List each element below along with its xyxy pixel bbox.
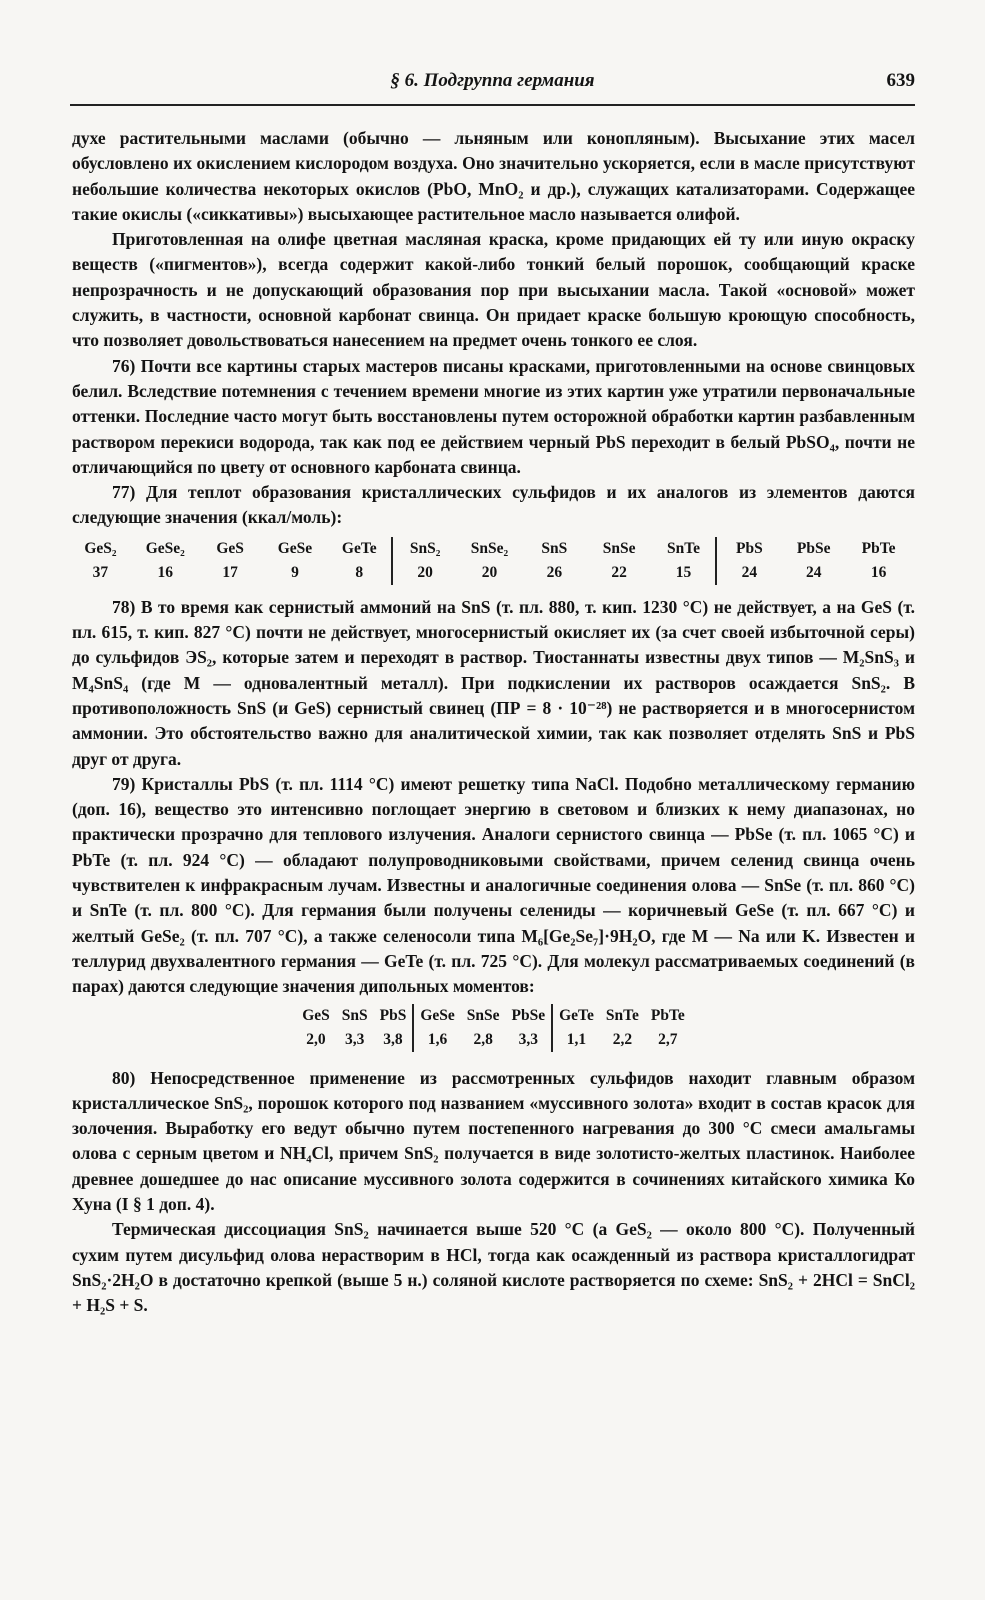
table-cell: GeSe	[277, 539, 313, 557]
table-cell: 2,8	[473, 1030, 493, 1048]
table-cell: SnS	[541, 539, 568, 557]
table-cell: SnTe	[605, 1006, 639, 1024]
table-row	[68, 537, 911, 561]
table-cell: 20	[392, 561, 457, 585]
table-cell: PbTe	[861, 539, 896, 557]
table-row	[296, 1004, 691, 1028]
note-78: 78) В то время как сернистый аммоний на SnS (т. пл. 880, т. кип. 1230 °C) не действует, а на GeS (т. пл. 615, т. кип. 827 °C) почти не действует, многосернистый окисляет их (за счет своей избыточной серы) до сульфидов ЭS₂, которые затем и переходят в раствор. Тиостаннаты известны двух типов — M₂SnS₃ и M₄SnS₄ (где M — одновалентный металл). При подкислении их растворов осаждается SnS₂. В противоположность SnS (и GeS) сернистый свинец (ПР = 8 · 10⁻²⁸) не растворяется и в многосернистом аммонии. Это обстоятельство важно для аналитической химии, так как позволяет отделять SnS и PbS друг от друга.	[72, 596, 915, 769]
note-79: 79) Кристаллы PbS (т. пл. 1114 °C) имеют решетку типа NaCl. Подобно металлическому германию (доп. 16), вещество это интенсивно поглощает энергию в световом и близких к нему диапазонах, но практически прозрачно для теплового излучения. Аналоги сернистого свинца — PbSe (т. пл. 1065 °C) и PbTe (т. пл. 924 °C) — обладают полупроводниковыми свойствами, причем селенид свинца очень чувствителен к инфракрасным лучам. Известны и аналогичные соединения олова — SnSe (т. пл. 860 °C) и SnTe (т. пл. 800 °C). Для германия были получены селениды — коричневый GeSe (т. пл. 667 °C) и желтый GeSe₂ (т. пл. 707 °C), а также селеносоли типа M₆[Ge₂Se₇]·9H₂O, где M — Na или K. Известен и теллурид двухвалентного германия — GeTe (т. пл. 725 °C). Для молекул рассматриваемых соединений (в парах) даются следующие значения дипольных моментов:	[72, 773, 915, 997]
table-cell: 9	[291, 563, 299, 581]
table-cell: 20	[481, 563, 498, 581]
table-cell: GeSe	[413, 1004, 460, 1028]
table-cell: 8	[355, 563, 364, 581]
table-row	[68, 561, 911, 585]
note-76: 76) Почти все картины старых мастеров писаны красками, приготовленными на основе свинцовых белил. Вследствие потемнения с течением времени многие из этих картин уже утратили первоначальные оттенки. Последние часто могут быть восстановлены путем осторожной обработки картин разбавленным раствором перекиси водорода, так как под ее действием черный PbS переходит в белый PbSO₄, почти не отличающийся по цвету от основного карбоната свинца.	[72, 355, 915, 477]
table-cell: 1,6	[413, 1028, 460, 1052]
table-cell: 22	[611, 563, 627, 581]
table-cell: SnSe	[602, 539, 636, 557]
paragraph-oil-paint: Приготовленная на олифе цветная масляная краска, кроме придающих ей ту или иную окраску веществ («пигментов»), всегда содержит какой-либо тонкий белый порошок, сообщающий краске непрозрачность и не допускающий образования пор при высыхании масла. Такой «основой» может служить, в частности, основной карбонат свинца. Он придает краске большую кроющую способность, что позволяет довольствоваться нанесением на предмет очень тонкого ее слоя.	[72, 229, 915, 351]
table-cell: GeS₂	[84, 539, 117, 557]
table-cell: GeS	[216, 539, 244, 557]
paragraph-thermal-dissociation: Термическая диссоциация SnS₂ начинается выше 520 °C (а GeS₂ — около 800 °C). Полученный сухим путем дисульфид олова нерастворим в HCl, тогда как осажденный из раствора кристаллогидрат SnS₂·2H₂O в достаточно крепкой (выше 5 н.) соляной кислоте растворяется по схеме: SnS₂ + 2HCl = SnCl₂ + H₂S + S.	[72, 1219, 915, 1316]
table-cell: PbTe	[650, 1006, 685, 1024]
table-cell: 24	[716, 561, 781, 585]
table-cell: SnSe	[466, 1006, 500, 1024]
note-77: 77) Для теплот образования кристаллических сульфидов и их аналогов из элементов даются следующие значения (ккал/моль):	[72, 482, 915, 528]
table-cell: 24	[805, 563, 822, 581]
table-cell: GeS	[302, 1006, 330, 1024]
table-cell: PbSe	[796, 539, 831, 557]
table-cell: 17	[222, 563, 238, 581]
note-80: 80) Непосредственное применение из рассмотренных сульфидов находит главным образом кристаллическое SnS₂, порошок которого под названием «муссивного золота» входит в состав красок для золочения. Выработку его ведут обычно путем постепенного нагревания до 300 °C смеси амальгамы олова с серным цветом и NH₄Cl, причем SnS₂ получается в виде золотисто-желтых пластинок. Наиболее древнее дошедшее до нас описание муссивного золота содержится в сочинениях китайского химика Ко Хуна (I § 1 доп. 4).	[72, 1067, 915, 1214]
table-cell: PbS	[379, 1006, 407, 1024]
table-cell: 15	[675, 563, 692, 581]
table-cell: SnTe	[666, 539, 701, 557]
table-cell: 3,3	[345, 1030, 365, 1048]
table-row	[296, 1028, 691, 1052]
table-cell: GeTe	[341, 539, 377, 557]
table-cell: 37	[92, 563, 109, 581]
table-cell: PbSe	[511, 1006, 546, 1024]
section-title: § 6. Подгруппа германия	[390, 70, 595, 91]
table-cell: SnS₂	[392, 537, 457, 561]
paragraph-oil-drying: духе растительными маслами (обычно — льняным или конопляным). Высыхание этих масел обусловлено их окислением кислородом воздуха. Оно значительно ускоряется, если в масле присутствуют небольшие количества некоторых окислов (PbO, MnO₂ и др.), служащих катализаторами. Содержащее такие окислы («сиккативы») высыхающее растительное масло называется олифой.	[72, 128, 915, 224]
table-cell: GeTe	[552, 1004, 600, 1028]
table-cell: SnSe₂	[470, 539, 509, 557]
table-cell: PbS	[716, 537, 781, 561]
table-cell: 16	[157, 563, 174, 581]
table-cell: 2,0	[306, 1030, 326, 1048]
formation-heat-table	[68, 537, 911, 585]
page-body	[72, 126, 915, 1318]
table-cell: 16	[870, 563, 887, 581]
table-cell: 2,2	[612, 1030, 633, 1048]
table-cell: 3,8	[383, 1030, 403, 1048]
running-header	[70, 70, 915, 98]
table-cell: 26	[546, 563, 563, 581]
table-cell: SnS	[341, 1006, 368, 1024]
header-rule	[70, 104, 915, 106]
table-cell: 2,7	[658, 1030, 678, 1048]
table-cell: 3,3	[518, 1030, 539, 1048]
table-cell: 1,1	[552, 1028, 600, 1052]
table-cell: GeSe₂	[145, 539, 185, 557]
page-number: 639	[886, 70, 915, 91]
dipole-moment-table	[296, 1004, 691, 1052]
